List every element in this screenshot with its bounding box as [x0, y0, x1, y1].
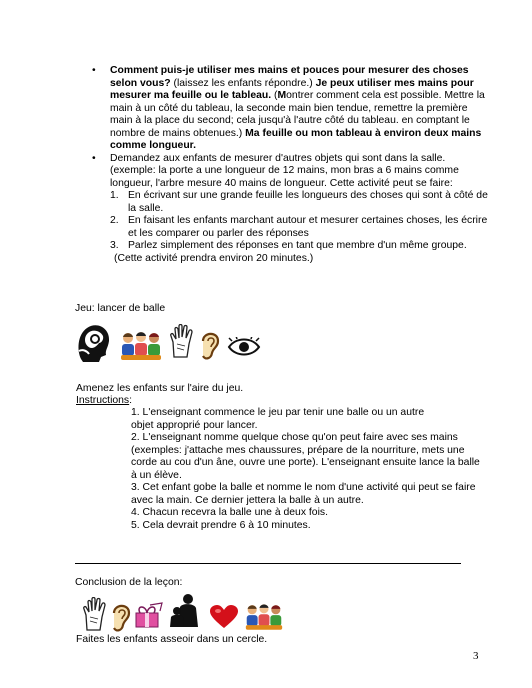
instructions-colon: :: [129, 395, 133, 406]
numbered-item: [110, 240, 492, 253]
step-line: 5. Cela devrait prendre 6 à 10 minutes.: [131, 519, 311, 531]
step-line: objet approprié pour lancer.: [131, 419, 258, 431]
step-line: avec la main. Ce dernier jettera la balle à un autre.: [131, 494, 364, 506]
step-line: corde au cou d'un âne, ouvre une porte). L'enseignant ensuite lance la balle: [131, 457, 480, 468]
item-text: Parlez simplement des réponses en tant que membre d'un même groupe.: [128, 240, 467, 251]
eye-icon: [227, 337, 261, 357]
item-text: En faisant les enfants marchant autour et mesurer certaines choses, les écrire et les comparer ou parler des réponses: [128, 215, 488, 239]
instructions-label: Instructions: [76, 395, 130, 406]
icon-row-1: [73, 321, 261, 363]
duration-note: (Cette activité prendra environ 20 minutes.): [114, 252, 314, 264]
mother-child-icon: [168, 593, 202, 631]
conclusion-text: Faites les enfants asseoir dans un cercle.: [76, 634, 268, 645]
ear-icon: [199, 329, 221, 361]
numbered-item: [110, 190, 492, 215]
heart-icon: [210, 605, 238, 629]
ear-icon: [110, 601, 132, 633]
bullet-dot: •: [92, 152, 96, 164]
step-line: 3. Cet enfant gobe la balle et nomme le nom d'une activité qui peut se faire: [131, 482, 476, 493]
step-line: 2. L'enseignant nomme quelque chose qu'on peut faire avec ses mains: [131, 432, 458, 443]
answer-text-2: Ma feuille ou mon tableau à environ deux mains comme longueur.: [110, 127, 482, 151]
children-group-icon: [119, 331, 163, 361]
game-steps: [131, 407, 491, 532]
item-number: 3.: [110, 240, 119, 251]
instructions-heading: [76, 395, 132, 408]
numbered-item: [110, 215, 492, 240]
answer-text: Je peux utiliser mes mains pour mesurer ma feuille ou le tableau.: [110, 77, 474, 101]
item-text: En écrivant sur une grande feuille les longueurs des choses qui sont à côté de la salle.: [128, 190, 488, 214]
game-title: Jeu: lancer de balle: [75, 303, 166, 314]
conclusion-title: Conclusion de la leçon:: [75, 577, 183, 588]
game-intro: Amenez les enfants sur l'aire du jeu.: [76, 383, 244, 394]
question-text: Comment puis-je utiliser mes mains et pouces pour mesurer des choses selon vous?: [110, 65, 469, 89]
demo-text: ontrer comment cela est possible. Mettre la main à un côté du tableau, la seconde main bien tendue, remettre la première main à la place du second; cela jusqu'à l'autre côté du tableau. en comptant le nombre de mains obtenues.): [110, 90, 485, 139]
activity-bullets: [92, 65, 492, 265]
step-line: (exemples: j'attache mes chaussures, prépare de la nourriture, mets une: [131, 444, 465, 456]
paren-text: (: [271, 90, 278, 101]
bold-letter: M: [277, 90, 287, 101]
bullet-dot: •: [92, 65, 96, 76]
bullet-question: [92, 65, 492, 153]
measure-text: Demandez aux enfants de mesurer d'autres objets qui sont dans la salle. (exemple: la porte a une longueur de 12 mains, mon bras a 6 mains comme longueur, l'arbre mesure 40 mains de longueur. Cette activité peut se faire:: [110, 152, 459, 189]
hand-icon: [169, 324, 195, 358]
item-number: 2.: [110, 215, 119, 226]
page-number: 3: [473, 650, 479, 662]
instruction-text: (laissez les enfants répondre.): [170, 77, 316, 89]
thinking-head-icon: [73, 321, 113, 363]
bullet-measure: [92, 153, 492, 266]
item-number: 1.: [110, 190, 119, 201]
hand-icon: [82, 597, 108, 631]
section-divider: [75, 563, 461, 564]
step-line: 4. Chacun recevra la balle une à deux fois.: [131, 507, 328, 518]
step-line: 1. L'enseignant commence le jeu par tenir une balle ou un autre: [131, 407, 425, 418]
children-group-icon: [244, 603, 284, 631]
gift-icon: [134, 601, 164, 631]
step-line: à un élève.: [131, 469, 182, 481]
icon-row-2: [82, 595, 284, 633]
